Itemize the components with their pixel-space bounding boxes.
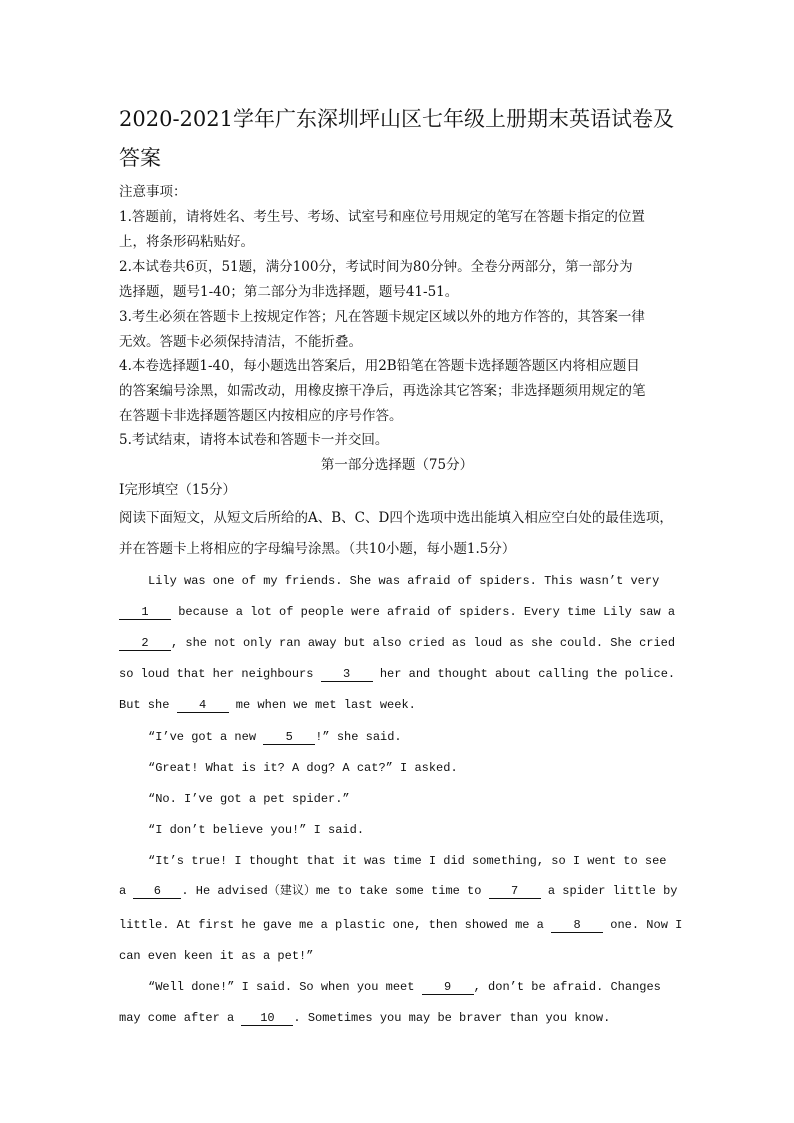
blank-2: 2 bbox=[119, 636, 171, 651]
passage-text: !” she said. bbox=[315, 730, 402, 744]
part-one-heading: 第一部分选择题（75分） bbox=[320, 457, 474, 473]
passage-text: one. Now I bbox=[603, 918, 683, 932]
section-instructions: 阅读下面短文，从短文后所给的A、B、C、D四个选项中选出能填入相应空白处的最佳选项， bbox=[119, 510, 673, 526]
passage-text: “No. I’ve got a pet spider.” bbox=[148, 792, 350, 806]
blank-1: 1 bbox=[119, 605, 171, 620]
passage-line bbox=[119, 916, 683, 934]
passage-text: “Great! What is it? A dog? A cat?” I asked. bbox=[148, 761, 458, 775]
section-heading: I完形填空（15分） bbox=[119, 482, 237, 498]
passage-line bbox=[119, 696, 679, 714]
blank-6: 6 bbox=[133, 884, 181, 899]
passage-line bbox=[148, 572, 708, 590]
blank-8: 8 bbox=[551, 918, 603, 933]
passage-line bbox=[148, 852, 708, 870]
passage-text: a spider little by bbox=[540, 884, 678, 898]
notice-heading: 注意事项： bbox=[119, 184, 187, 200]
passage-text: little. At first he gave me a plastic one, then showed me a bbox=[119, 918, 552, 932]
notice-line: 2.本试卷共6页，51题，满分100分，考试时间为80分钟。全卷分两部分，第一部分为 bbox=[119, 259, 633, 275]
passage-text: because a lot of people were afraid of spiders. Every time Lily saw a bbox=[171, 605, 676, 619]
passage-line bbox=[119, 603, 679, 621]
passage-text: But she bbox=[119, 698, 177, 712]
passage-text: “Well done!” I said. So when you meet bbox=[148, 980, 422, 994]
passage-text: . He advised（建议）me to take some time to bbox=[181, 884, 489, 898]
blank-4: 4 bbox=[177, 698, 229, 713]
passage-text: “It’s true! I thought that it was time I did something, so I went to see bbox=[148, 854, 667, 868]
blank-5: 5 bbox=[263, 730, 315, 745]
notice-line: 在答题卡非选择题答题区内按相应的序号作答。 bbox=[119, 408, 403, 424]
passage-text: , don’t be afraid. Changes bbox=[473, 980, 661, 994]
notice-line: 4.本卷选择题1-40，每小题选出答案后，用2B铅笔在答题卡选择题答题区内将相应题目 bbox=[119, 358, 640, 374]
notice-line: 选择题，题号1-40；第二部分为非选择题，题号41-51。 bbox=[119, 284, 459, 300]
passage-text: can even keen it as a pet!” bbox=[119, 949, 314, 963]
notice-line: 的答案编号涂黑，如需改动，用橡皮擦干净后，再选涂其它答案；非选择题须用规定的笔 bbox=[119, 383, 646, 399]
passage-text: . Sometimes you may be braver than you know. bbox=[293, 1011, 611, 1025]
blank-3: 3 bbox=[321, 667, 373, 682]
document-title-line-1: 2020-2021学年广东深圳坪山区七年级上册期末英语试卷及 bbox=[119, 107, 674, 131]
passage-text: Lily was one of my friends. She was afraid of spiders. This wasn’t very bbox=[148, 574, 660, 588]
notice-line: 1.答题前，请将姓名、考生号、考场、试室号和座位号用规定的笔写在答题卡指定的位置 bbox=[119, 209, 645, 225]
passage-text: may come after a bbox=[119, 1011, 242, 1025]
blank-7: 7 bbox=[489, 884, 541, 899]
section-instructions: 并在答题卡上将相应的字母编号涂黑。（共10小题，每小题1.5分） bbox=[119, 541, 516, 557]
notice-line: 上，将条形码粘贴好。 bbox=[119, 234, 254, 250]
passage-text: “I’ve got a new bbox=[148, 730, 264, 744]
passage-text: , she not only ran away but also cried as loud as she could. She cried bbox=[171, 636, 676, 650]
passage-text: her and thought about calling the police. bbox=[372, 667, 676, 681]
passage-line bbox=[148, 790, 708, 808]
passage-line bbox=[148, 759, 708, 777]
passage-text: a bbox=[119, 884, 134, 898]
document-title-line-2: 答案 bbox=[119, 146, 161, 170]
passage-text: me when we met last week. bbox=[228, 698, 416, 712]
passage-text: so loud that her neighbours bbox=[119, 667, 321, 681]
passage-line bbox=[148, 821, 708, 839]
passage-line bbox=[148, 728, 708, 746]
blank-10: 10 bbox=[241, 1011, 293, 1026]
passage-text: “I don’t believe you!” I said. bbox=[148, 823, 365, 837]
passage-line bbox=[119, 947, 679, 965]
notice-line: 3.考生必须在答题卡上按规定作答；凡在答题卡规定区域以外的地方作答的，其答案一律 bbox=[119, 309, 645, 325]
notice-line: 5.考试结束，请将本试卷和答题卡一并交回。 bbox=[119, 432, 389, 448]
notice-line: 无效。答题卡必须保持清洁，不能折叠。 bbox=[119, 334, 362, 350]
passage-line bbox=[119, 665, 679, 683]
passage-line bbox=[119, 1009, 679, 1027]
passage-line bbox=[148, 978, 708, 996]
blank-9: 9 bbox=[422, 980, 474, 995]
passage-line bbox=[119, 634, 679, 652]
passage-line bbox=[119, 882, 679, 900]
